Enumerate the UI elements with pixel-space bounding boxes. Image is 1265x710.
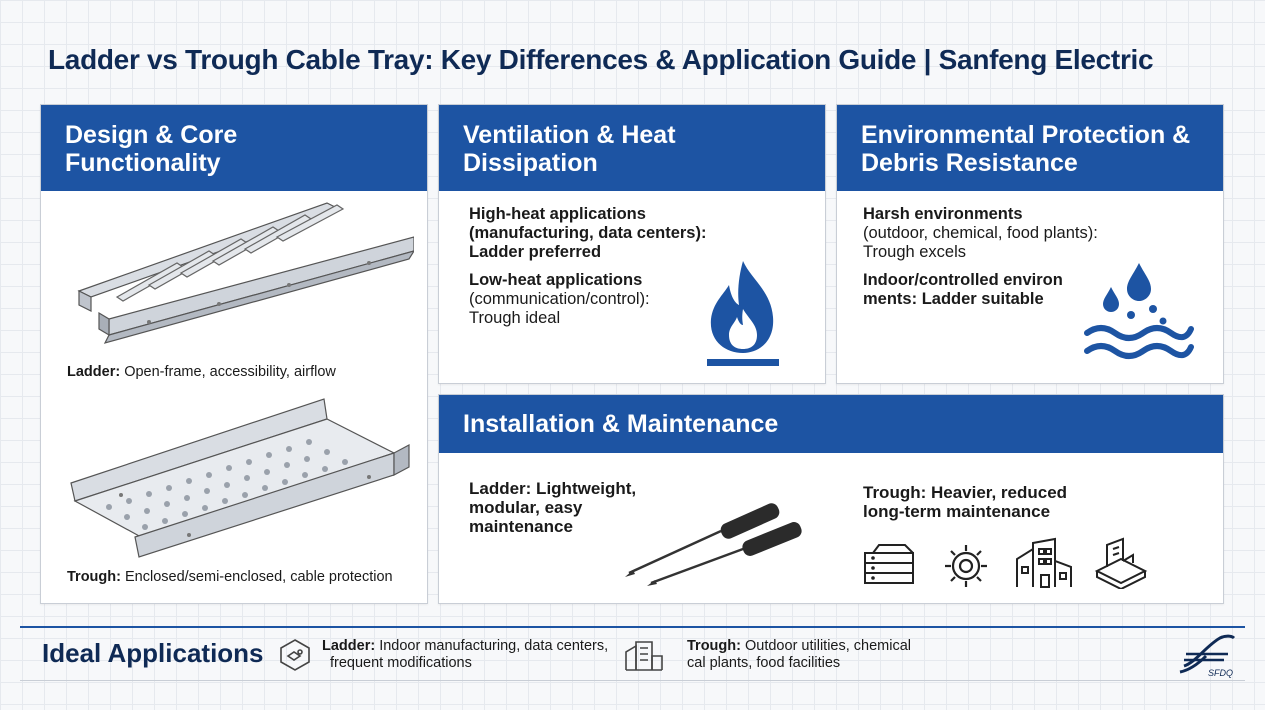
factory-icon — [624, 638, 664, 672]
trough-tray-illustration — [69, 397, 414, 562]
installation-panel — [438, 394, 1224, 604]
trough-caption — [67, 569, 393, 585]
high-heat-line1: High-heat applications — [469, 205, 646, 223]
installation-trough-line2: long-term maintenance — [863, 502, 1051, 521]
harsh-line3: Trough excels — [863, 243, 967, 261]
page-title: Ladder vs Trough Cable Tray: Key Differences & Application Guide | Sanfeng Electric — [48, 44, 1154, 75]
ladder-caption-label: Ladder: — [67, 364, 121, 380]
ideal-ladder-line1: Indoor manufacturing, data centers, — [379, 638, 609, 654]
design-heading-line2: Functionality — [65, 149, 221, 177]
environment-panel — [836, 104, 1224, 384]
high-heat-line2: (manufacturing, data centers): — [469, 224, 707, 242]
flame-icon — [701, 257, 785, 369]
design-panel-header — [41, 105, 427, 191]
installation-trough-block — [863, 483, 1067, 521]
installation-ladder-block — [469, 479, 636, 536]
ventilation-heading-line1: Ventilation & Heat — [463, 121, 676, 149]
ventilation-panel-header — [439, 105, 825, 191]
ladder-caption-text: Open-frame, accessibility, airflow — [124, 364, 336, 380]
server-rack-icon — [863, 543, 915, 587]
indoor-line2-label: ments: — [863, 290, 918, 308]
screwdrivers-icon — [623, 491, 803, 587]
installation-ladder-line2: modular, easy — [469, 498, 583, 517]
logo-text: SFDQ — [1208, 668, 1234, 678]
installation-heading: Installation & Maintenance — [463, 410, 779, 438]
ideal-trough-line1: Outdoor utilities, chemical — [745, 638, 912, 654]
hexagon-component-icon — [278, 638, 312, 672]
ideal-applications-heading: Ideal Applications — [42, 638, 264, 668]
trough-caption-label: Trough: — [67, 569, 121, 585]
indoor-line2-text: Ladder suitable — [921, 290, 1044, 308]
ideal-applications-bar — [20, 626, 1245, 681]
design-heading-line1: Design & Core — [65, 121, 238, 149]
tray-icon — [1093, 537, 1149, 589]
ideal-trough-label: Trough: — [687, 638, 741, 654]
indoor-line1: Indoor/controlled environ — [863, 271, 1063, 289]
high-heat-line3: Ladder preferred — [469, 243, 602, 261]
ideal-trough-block — [687, 638, 911, 672]
water-drops-icon — [1083, 263, 1195, 363]
installation-panel-header — [439, 395, 1223, 453]
low-heat-line2: (communication/control): — [469, 290, 650, 308]
ventilation-panel — [438, 104, 826, 384]
low-heat-line3: Trough ideal — [469, 309, 561, 327]
gear-icon — [941, 541, 991, 591]
ideal-ladder-line2: frequent modifications — [330, 655, 472, 671]
trough-caption-text: Enclosed/semi-enclosed, cable protection — [125, 569, 393, 585]
low-heat-block — [469, 271, 650, 328]
building-icon — [1015, 537, 1073, 589]
ideal-trough-line2: cal plants, food facilities — [687, 655, 841, 671]
high-heat-block — [469, 205, 706, 262]
environment-heading-line2: Debris Resistance — [861, 149, 1078, 177]
low-heat-line1: Low-heat applications — [469, 271, 643, 289]
ideal-ladder-block — [322, 638, 608, 672]
harsh-line2: (outdoor, chemical, food plants): — [863, 224, 1098, 242]
ladder-caption — [67, 364, 336, 380]
installation-trough-line1: Trough: Heavier, reduced — [863, 483, 1068, 502]
design-panel — [40, 104, 428, 604]
ladder-tray-illustration — [69, 201, 414, 361]
harsh-block — [863, 205, 1098, 262]
harsh-line1: Harsh environments — [863, 205, 1023, 223]
installation-ladder-line3: maintenance — [469, 517, 573, 536]
environment-panel-header — [837, 105, 1223, 191]
ideal-ladder-label: Ladder: — [322, 638, 376, 654]
environment-heading-line1: Environmental Protection & — [861, 121, 1191, 149]
installation-ladder-line1: Ladder: Lightweight, — [469, 479, 637, 498]
ventilation-heading-line2: Dissipation — [463, 149, 598, 177]
indoor-block — [863, 271, 1063, 309]
